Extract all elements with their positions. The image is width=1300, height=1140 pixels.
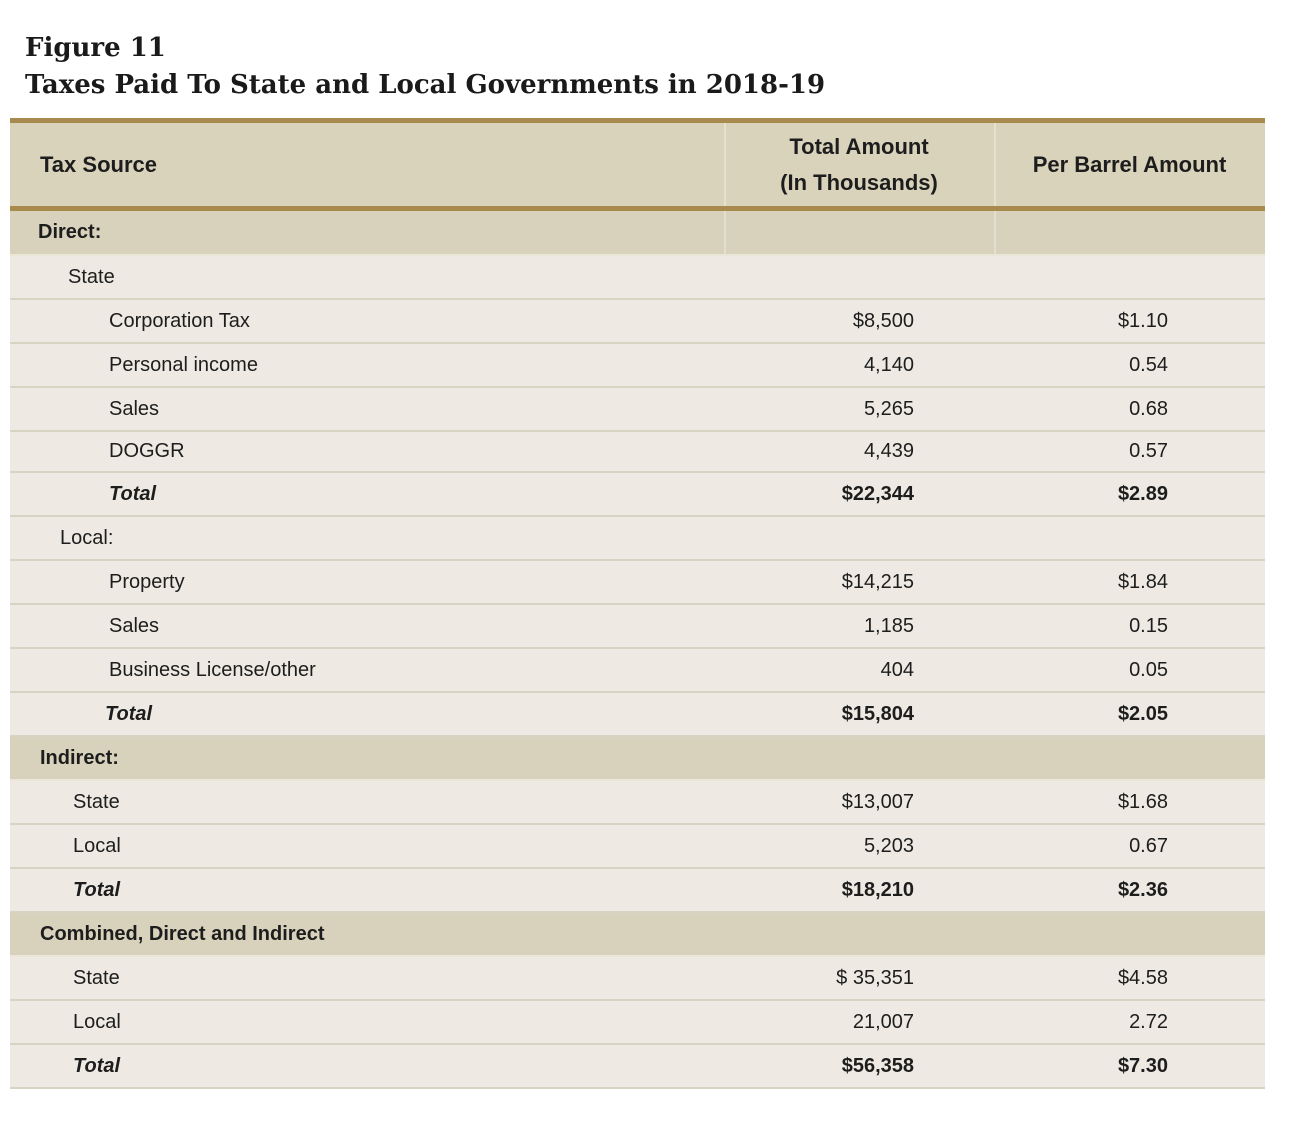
row-amount: $15,804 <box>841 702 914 725</box>
table-header <box>10 123 1265 206</box>
table-row <box>10 388 1265 432</box>
row-per-barrel: 0.67 <box>1129 834 1168 857</box>
column-divider <box>724 211 726 254</box>
row-label: Total <box>73 878 121 901</box>
row-label: State <box>68 265 115 288</box>
subheading-row-state <box>10 256 1265 300</box>
row-per-barrel: $2.89 <box>1117 482 1168 505</box>
row-per-barrel: $7.30 <box>1117 1054 1168 1077</box>
header-total-amount-line1: Total Amount <box>789 133 929 159</box>
column-divider <box>994 123 996 206</box>
table-row <box>10 1001 1265 1045</box>
row-per-barrel: 0.68 <box>1129 397 1168 420</box>
row-amount: $18,210 <box>841 878 914 901</box>
row-amount: 5,265 <box>863 397 914 420</box>
tax-table <box>10 118 1265 1089</box>
row-amount: $14,215 <box>841 570 914 593</box>
row-amount: $8,500 <box>852 309 914 332</box>
row-per-barrel: $2.05 <box>1117 702 1168 725</box>
table-row <box>10 344 1265 388</box>
row-amount: 5,203 <box>863 834 914 857</box>
row-label: State <box>73 966 120 989</box>
table-row <box>10 300 1265 344</box>
row-label: Total <box>105 702 153 725</box>
table-row <box>10 605 1265 649</box>
row-label: Sales <box>109 614 160 637</box>
row-label: Corporation Tax <box>109 309 250 332</box>
row-label: Total <box>73 1054 121 1077</box>
column-divider <box>994 211 996 254</box>
row-label: State <box>73 790 120 813</box>
figure-label: Figure 11 <box>25 33 166 63</box>
figure-caption <box>25 30 825 104</box>
total-row <box>10 1045 1265 1089</box>
section-row-direct <box>10 211 1265 256</box>
row-per-barrel: 0.15 <box>1129 614 1168 637</box>
row-label: Sales <box>109 397 160 420</box>
header-tax-source: Tax Source <box>40 151 157 177</box>
column-divider <box>724 123 726 206</box>
row-label: Combined, Direct and Indirect <box>40 922 325 945</box>
header-per-barrel: Per Barrel Amount <box>1032 151 1227 177</box>
row-label: Business License/other <box>109 658 316 681</box>
row-label: Local <box>73 1010 121 1033</box>
row-per-barrel: 0.57 <box>1129 440 1168 462</box>
table-row <box>10 781 1265 825</box>
section-row-indirect <box>10 737 1265 781</box>
row-label: Total <box>109 482 157 505</box>
row-per-barrel: $1.10 <box>1117 309 1168 332</box>
row-per-barrel: $1.84 <box>1117 570 1168 593</box>
total-row <box>10 869 1265 913</box>
row-amount: 4,140 <box>863 353 914 376</box>
table-row <box>10 825 1265 869</box>
row-amount: 1,185 <box>863 614 914 637</box>
table-row <box>10 432 1265 473</box>
section-row-combined <box>10 913 1265 957</box>
row-per-barrel: $2.36 <box>1117 878 1168 901</box>
row-label: Personal income <box>109 353 258 376</box>
row-amount: $ 35,351 <box>836 966 914 989</box>
figure-title: Taxes Paid To State and Local Governments in 2018-19 <box>25 70 826 100</box>
row-amount: 4,439 <box>863 440 914 462</box>
table-row <box>10 649 1265 693</box>
row-amount: $56,358 <box>841 1054 914 1077</box>
row-label: Local <box>73 834 121 857</box>
row-amount: $22,344 <box>841 482 914 505</box>
row-amount: $13,007 <box>841 790 914 813</box>
total-row <box>10 473 1265 517</box>
header-total-amount <box>724 129 994 201</box>
row-per-barrel: 2.72 <box>1129 1010 1168 1033</box>
row-label: Direct: <box>38 221 102 243</box>
row-label: Local: <box>60 526 114 549</box>
row-label: Property <box>109 570 185 593</box>
row-per-barrel: $1.68 <box>1117 790 1168 813</box>
header-total-amount-line2: (In Thousands) <box>780 169 938 195</box>
total-row <box>10 693 1265 737</box>
row-per-barrel: 0.05 <box>1129 658 1168 681</box>
table-row <box>10 561 1265 605</box>
row-per-barrel: 0.54 <box>1129 353 1168 376</box>
row-label: DOGGR <box>109 440 185 462</box>
row-per-barrel: $4.58 <box>1117 966 1168 989</box>
row-label: Indirect: <box>40 746 119 769</box>
row-amount: 21,007 <box>852 1010 914 1033</box>
subheading-row-local <box>10 517 1265 561</box>
row-amount: 404 <box>880 658 914 681</box>
table-row <box>10 957 1265 1001</box>
